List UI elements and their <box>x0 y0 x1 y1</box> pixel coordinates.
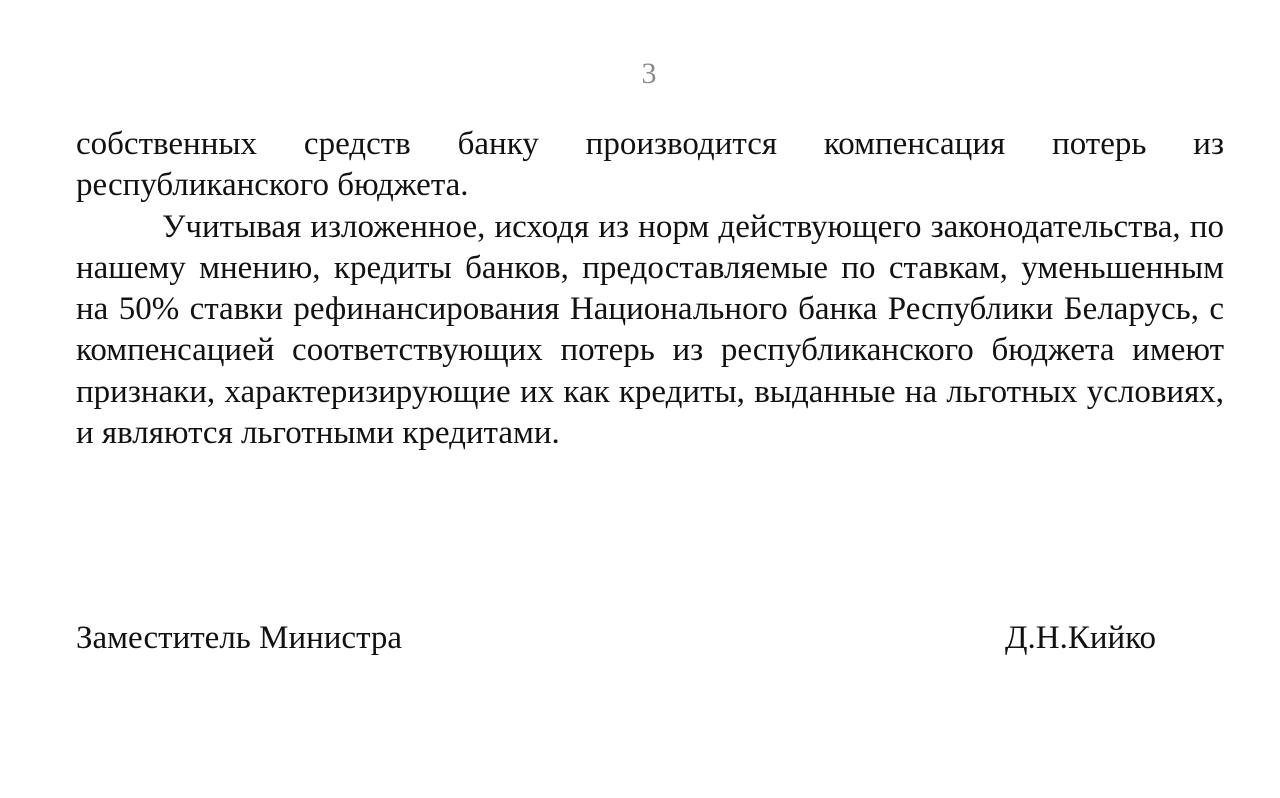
page-number: 3 <box>641 57 657 90</box>
paragraph-conclusion: Учитывая изложенное, исходя из норм действующего законодательства, по нашему мнению, кредиты банков, предоставляемые по ставкам, уменьшенным на 50% ставки рефинансирования Национального банка Республики Беларусь, с компенсацией соответствующих потерь из республиканского бюджета имеют признаки, характеризирующие их как кредиты, выданные на льготных условиях, и являются льготными кредитами. <box>76 208 1224 452</box>
signature-title: Заместитель Министра <box>76 620 403 656</box>
document-body <box>76 124 1224 454</box>
signature-name: Д.Н.Кийко <box>1005 620 1157 656</box>
paragraph-continuation: собственных средств банку производится компенсация потерь из республиканского бюджета. <box>76 126 1224 204</box>
